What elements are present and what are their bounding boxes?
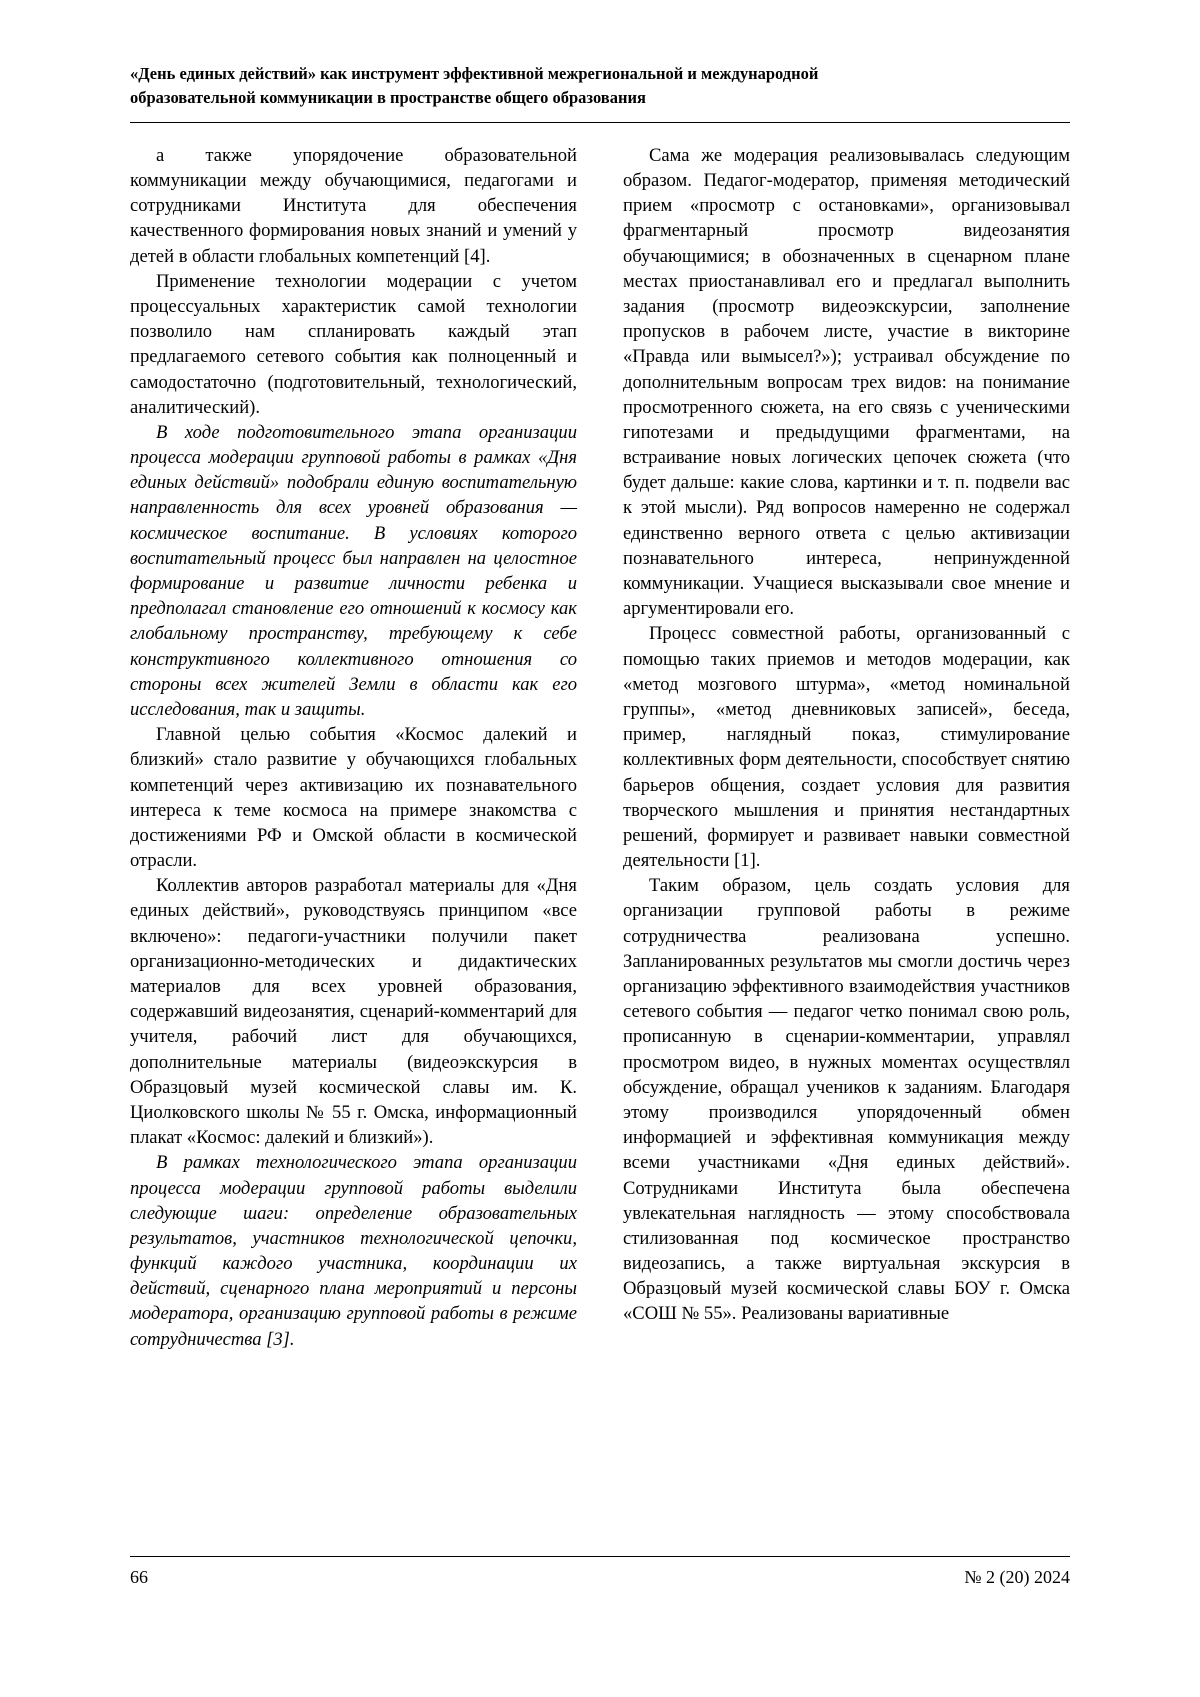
paragraph: а также упорядочение образовательной коммуникации между обучающимися, педагогами и сотрудниками Института для обеспечения качественного формирования новых знаний и умений у детей в области глобальных компетенций [4]. <box>130 144 577 267</box>
paragraph: Коллектив авторов разработал материалы для «Дня единых действий», руководствуясь принципом «все включено»: педагоги-участники получили пакет организационно-методических и дидактических материалов для всех уровней образования, содержавший видеозанятия, сценарий-комментарий для учителя, рабочий лист для обучающихся, дополнительные материалы (видеоэкскурсия в Образцовый музей космической славы им. К. Циолковского школы № 55 г. Омска, информационный плакат «Космос: далекий и близкий»). <box>130 875 577 1149</box>
footer-divider <box>130 1556 1070 1557</box>
issue-label: № 2 (20) 2024 <box>964 1567 1070 1587</box>
page-footer <box>130 1556 1070 1588</box>
footer-row <box>130 1567 1070 1588</box>
paragraph: В ходе подготовительного этапа организации процесса модерации групповой работы в рамках «Дня единых действий» подобрали единую воспитательную направленность для всех уровней образования — космическое воспитание. В условиях которого воспитательный процесс был направлен на целостное формирование и развитие личности ребенка и предполагал становление его отношений к космосу как глобальному пространству, требующему к себе конструктивного коллективного отношения со стороны всех жителей Земли в области как его исследования, так и защиты. <box>130 421 577 720</box>
running-head <box>130 62 1070 118</box>
left-column <box>130 143 577 1352</box>
page-content <box>130 62 1070 1352</box>
running-head-line-1: «День единых действий» как инструмент эффективной межрегиональной и международной <box>130 64 819 83</box>
header-divider <box>130 122 1070 123</box>
two-column-body <box>130 143 1070 1352</box>
paragraph: Таким образом, цель создать условия для организации групповой работы в режиме сотрудничества реализована успешно. Запланированных результатов мы смогли достичь через организацию эффективного взаимодействия участников сетевого события — педагог четко понимал свою роль, прописанную в сценарии-комментарии, управлял просмотром видео, в нужных моментах осуществлял обсуждение, обращал учеников к заданиям. Благодаря этому производился упорядоченный обмен информацией и эффективная коммуникация между всеми участниками «Дня единых действий». Сотрудниками Института была обеспечена увлекательная наглядность — этому способствовала стилизованная под космическое пространство видеозапись, а также виртуальная экскурсия в Образцовый музей космической славы БОУ г. Омска «СОШ № 55». Реализованы вариативные <box>623 875 1070 1325</box>
paragraph: Сама же модерация реализовывалась следующим образом. Педагог-модератор, применяя методический прием «просмотр с остановками», организовывал фрагментарный просмотр видеозанятия обучающимися; в обозначенных в сценарном плане местах приостанавливал его и предлагал выполнить задания (просмотр видеоэкскурсии, заполнение пропусков в рабочем листе, участие в викторине «Правда или вымысел?»); устраивал обсуждение по дополнительным вопросам трех видов: на понимание просмотренного сюжета, на его связь с ученическими гипотезами и предыдущими фрагментами, на встраивание новых логических цепочек сюжета (что будет дальше: какие слова, картинки и т. п. подвели вас к этой мысли). Ряд вопросов намеренно не содержал единственно верного ответа с целью активизации познавательного интереса, непринужденной коммуникации. Учащиеся высказывали свое мнение и аргументировали его. <box>623 144 1070 620</box>
paragraph: Процесс совместной работы, организованный с помощью таких приемов и методов модерации, как «метод мозгового штурма», «метод номинальной группы», «метод дневниковых записей», беседа, пример, наглядный показ, стимулирование коллективных форм деятельности, способствует снятию барьеров общения, создает условия для развития творческого мышления и принятия нестандартных решений, формирует и развивает навыки совместной деятельности [1]. <box>623 623 1070 872</box>
right-column <box>623 143 1070 1352</box>
running-head-line-2: образовательной коммуникации в пространстве общего образования <box>130 87 646 107</box>
paragraph: Главной целью события «Космос далекий и близкий» стало развитие у обучающихся глобальных компетенций через активизацию их познавательного интереса к теме космоса на примере знакомства с достижениями РФ и Омской области в космической отрасли. <box>130 724 577 872</box>
paragraph: Применение технологии модерации с учетом процессуальных характеристик самой технологии позволило нам спланировать каждый этап предлагаемого сетевого события как полноценный и самодостаточно (подготовительный, технологический, аналитический). <box>130 270 577 418</box>
page-number: 66 <box>130 1567 148 1587</box>
paragraph: В рамках технологического этапа организации процесса модерации групповой работы выделили следующие шаги: определение образовательных результатов, участников технологической цепочки, функций каждого участника, координации их действий, сценарного плана мероприятий и персоны модератора, организацию групповой работы в режиме сотрудничества [3]. <box>130 1152 577 1350</box>
